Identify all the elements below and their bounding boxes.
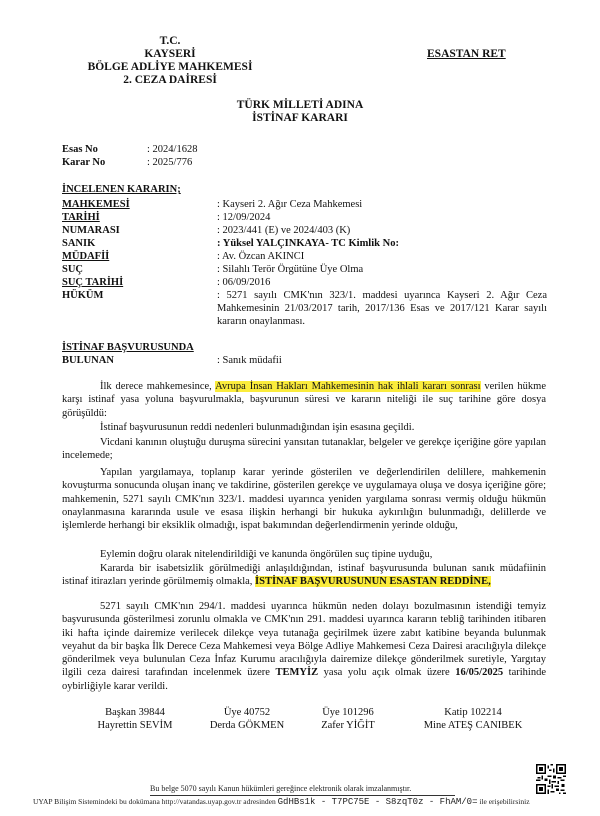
karar-no-label: Karar No: [62, 157, 106, 168]
title-line1: TÜRK MİLLETİ ADINA: [236, 99, 364, 111]
paragraph-2: İstinaf başvurusunun reddi nedenleri bulunmadığından işin esasına geçildi.: [100, 422, 415, 433]
reviewed-row: [62, 289, 547, 331]
signature-title: Üye 40752: [223, 707, 271, 718]
paragraph-3: Vicdani kanının oluştuğu duruşma sürecini yansıtan tutanaklar, belgeler ve gerekçe içeriğine göre yapılan incelemede;: [62, 437, 546, 462]
reviewed-label: SUÇ TARİHİ: [62, 277, 124, 288]
reviewed-label: SANIK: [62, 238, 96, 249]
title-line2: İSTİNAF KARARI: [252, 112, 348, 124]
p7-date: 16/05/2025: [455, 667, 504, 679]
reviewed-value: : Yüksel YALÇINKAYA- TC Kimlik No:: [217, 238, 399, 249]
karar-no-value: : 2025/776: [147, 157, 193, 168]
header-block: [70, 35, 270, 87]
uyap-suffix: ile erişebilirsiniz: [479, 797, 530, 806]
footer-divider: [150, 795, 455, 796]
esign-notice: Bu belge 5070 sayılı Kanun hükümleri gereğince elektronik olarak imzalanmıştır.: [150, 784, 412, 793]
signature-block: [408, 706, 538, 732]
p7-temyiz: TEMYİZ: [275, 667, 319, 679]
signature-name: Derda GÖKMEN: [209, 720, 285, 731]
p6-text: Kararda bir isabetsizlik görülmediği anlaşıldığından, istinaf başvurusunda bulunan sanık müdafiinin istinaf itirazları yerinde görülmemiş olmakla,: [62, 563, 546, 588]
basvuru-label-2: BULUNAN: [62, 355, 114, 366]
signature-name: Hayrettin SEVİM: [97, 720, 173, 731]
signature-title: Katip 102214: [444, 707, 502, 718]
p1-text-b: verilen hükme karşı istinaf yasa yoluna başvurulmakla, başvurunun süresi ve kararın niteliği ile suç tarihine göre dosya görüşüldü:: [62, 381, 547, 419]
reviewed-label: MÜDAFİİ: [62, 251, 110, 262]
uyap-footer: [33, 797, 530, 807]
reviewed-label: MAHKEMESİ: [62, 199, 130, 210]
paragraph-6: [62, 562, 546, 589]
basvuru-label-1: İSTİNAF BAŞVURUSUNDA: [62, 342, 194, 353]
signature-block: [192, 706, 302, 732]
p6-highlight: İSTİNAF BAŞVURUSUNUN ESASTAN REDDİNE,: [255, 576, 491, 588]
basvuru-row: [62, 341, 542, 369]
p1-highlight: Avrupa İnsan Hakları Mahkemesinin hak ihlali kararı sonrası: [215, 381, 481, 392]
title-block: [200, 99, 400, 125]
reviewed-value: : 2023/441 (E) ve 2024/403 (K): [217, 225, 351, 236]
header-chamber: 2. CEZA DAİRESİ: [123, 74, 217, 86]
signature-title: Başkan 39844: [105, 707, 165, 718]
reviewed-label: TARİHİ: [62, 212, 100, 223]
header-tc: T.C.: [159, 35, 181, 47]
p1-text-a: İlk derece mahkemesince,: [100, 381, 216, 392]
reviewed-value: : 06/09/2016: [217, 277, 271, 288]
esastan-ret-label: ESASTAN RET: [427, 48, 506, 60]
paragraph-5: Eylemin doğru olarak nitelendirildiği ve kanunda öngörülen suç tipine uyduğu,: [100, 549, 433, 560]
qr-code-icon: [536, 764, 566, 794]
reviewed-value: : Silahlı Terör Örgütüne Üye Olma: [217, 264, 364, 275]
uyap-text: UYAP Bilişim Sistemindeki bu dokümana http://vatandas.uyap.gov.tr adresinden: [33, 797, 276, 806]
signature-title: Üye 101296: [322, 707, 374, 718]
reviewed-value: : Kayseri 2. Ağır Ceza Mahkemesi: [217, 199, 363, 210]
esas-no-label: Esas No: [62, 144, 98, 155]
p7-text-c: tarihinde oybirliğiyle karar verildi.: [62, 667, 546, 692]
signature-block: [293, 706, 403, 732]
esas-no-value: : 2024/1628: [147, 144, 198, 155]
header-city: KAYSERİ: [144, 48, 196, 60]
header-court: BÖLGE ADLİYE MAHKEMESİ: [87, 61, 253, 73]
reviewed-label: NUMARASI: [62, 225, 120, 236]
paragraph-7: [62, 600, 546, 693]
signature-name: Mine ATEŞ CANIBEK: [423, 720, 523, 731]
reviewed-label: HÜKÜM: [62, 290, 104, 301]
paragraph-4: Yapılan yargılamaya, toplanıp karar yerinde gösterilen ve değerlendirilen delillere, mahkemenin kovuşturma sonucunda oluşan inanç ve takdirine, gösterilen gerekçe ve uygulamaya oluşa ve dosya içeriğine göre; mahkemenin, 5271 sayılı CMK'nın 323/1. maddesi uyarınca yeniden yargılama sonrası vermiş olduğu hükmün onaylanmasına kararında usule ve esasa ilişkin herhangi bir hukuka aykırılığın bulunmadığı, delillerde ve işlemlerde herhangi bir eksiklik olmadığı, ispat bakımından değerlendirmenin yerinde olduğu,: [62, 467, 546, 532]
signature-block: [80, 706, 190, 732]
p7-text-a: 5271 sayılı CMK'nın 294/1. maddesi uyarınca hükmün neden dolayı bozulmasının istendiği temyiz başvurusunda gösterilmesi zorunlu olmakla ve CMK'nın 291. maddesi uyarınca kararın tebliğ tarihinden itibaren iki hafta içinde dairemize verilecek dilekçe veya tutanağa geçirilmek üzere zabıt katibine beyanda bulunmak veyahut da bir başka İlk Derece Ceza Mahkemesi veya Bölge Adliye Mahkemesi Ceza Dairesi aracılığıyla dilekçe gönderilmek veya bulunulan Ceza İnfaz Kurumu aracılığıyla dairemize dilekçe gönderilmek suretiyle, Yargıtay ilgili ceza dairesi tarafından incelenmek üzere: [62, 601, 546, 679]
p7-text-b: yasa yolu açık olmak üzere: [318, 667, 456, 679]
verification-code: GdHBs1k - T7PC75E - S8zqT0z - FhAM/0=: [277, 797, 478, 807]
signature-name: Zafer YİĞİT: [321, 720, 375, 731]
basvuru-value: : Sanık müdafii: [217, 355, 282, 366]
reviewed-value: : 5271 sayılı CMK'nın 323/1. maddesi uyarınca Kayseri 2. Ağır Ceza Mahkemesinin 21/03/2017 tarih, 2017/136 Esas ve 2017/121 Karar sayılı kararın onaylanması.: [217, 290, 547, 327]
reviewed-value: : Av. Özcan AKINCI: [217, 251, 305, 262]
reviewed-heading: İNCELENEN KARARIN;: [62, 184, 181, 195]
reviewed-value: : 12/09/2024: [217, 212, 271, 223]
paragraph-1: [62, 380, 546, 420]
reviewed-label: SUÇ: [62, 264, 84, 275]
